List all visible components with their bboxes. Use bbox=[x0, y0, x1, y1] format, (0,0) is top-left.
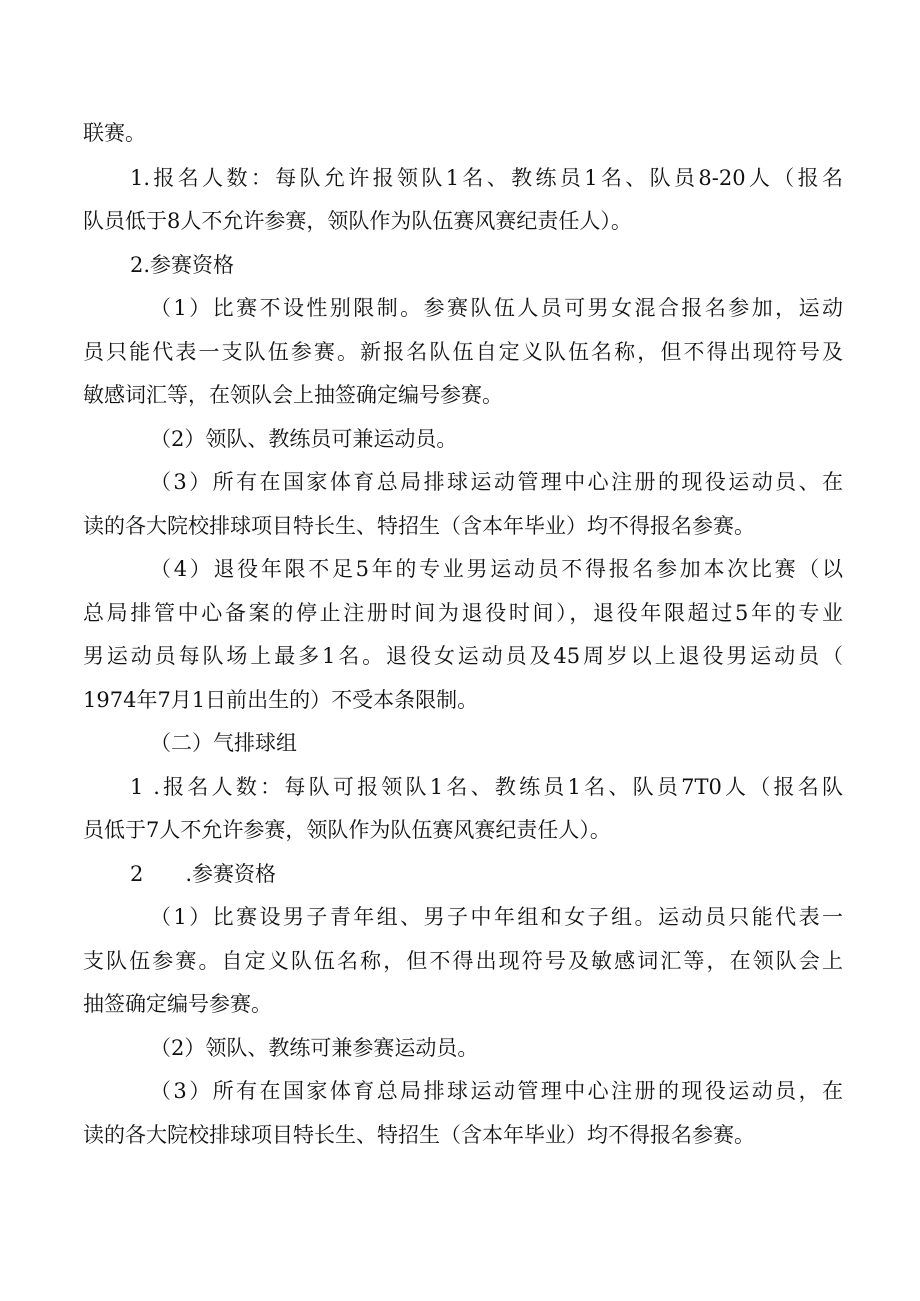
text-line: 男运动员每队场上最多1名。退役女运动员及45周岁以上退役男运动员（ bbox=[83, 644, 843, 668]
text-line: （3）所有在国家体育总局排球运动管理中心注册的现役运动员，在 bbox=[150, 1079, 843, 1103]
text-line: （2）领队、教练员可兼运动员。 bbox=[150, 427, 458, 451]
text-line: （2）领队、教练可兼参赛运动员。 bbox=[150, 1036, 479, 1060]
text-line: （1）比赛设男子青年组、男子中年组和女子组。运动员只能代表一 bbox=[150, 905, 843, 929]
text-line: 总局排管中心备案的停止注册时间为退役时间），退役年限超过5年的专业 bbox=[83, 601, 843, 625]
text-line: （1）比赛不设性别限制。参赛队伍人员可男女混合报名参加，运动 bbox=[150, 296, 843, 320]
section-heading: 2.参赛资格 bbox=[130, 253, 235, 277]
text-line: 1974年7月1日前出生的）不受本条限制。 bbox=[83, 688, 479, 712]
section-heading: （二）气排球组 bbox=[150, 731, 297, 755]
text-line: 队员低于8人不允许参赛，领队作为队伍赛风赛纪责任人）。 bbox=[83, 209, 632, 233]
section-heading: 2 .参赛资格 bbox=[130, 862, 277, 886]
text-line: 抽签确定编号参赛。 bbox=[83, 992, 272, 1016]
text-line: 读的各大院校排球项目特长生、特招生（含本年毕业）均不得报名参赛。 bbox=[83, 1123, 755, 1147]
text-line: 1 .报名人数：每队可报领队1名、教练员1名、队员7T0人（报名队 bbox=[130, 775, 843, 799]
text-line: 读的各大院校排球项目特长生、特招生（含本年毕业）均不得报名参赛。 bbox=[83, 514, 755, 538]
text-line: 支队伍参赛。自定义队伍名称，但不得出现符号及敏感词汇等，在领队会上 bbox=[83, 949, 843, 973]
text-line: 员低于7人不允许参赛，领队作为队伍赛风赛纪责任人）。 bbox=[83, 818, 611, 842]
text-line: 员只能代表一支队伍参赛。新报名队伍自定义队伍名称，但不得出现符号及 bbox=[83, 340, 843, 364]
text-line: （4）退役年限不足5年的专业男运动员不得报名参加本次比赛（以 bbox=[150, 557, 843, 581]
text-line: 1.报名人数：每队允许报领队1名、教练员1名、队员8-20人（报名 bbox=[130, 166, 843, 190]
text-line: 联赛。 bbox=[83, 121, 146, 145]
text-line: （3）所有在国家体育总局排球运动管理中心注册的现役运动员、在 bbox=[150, 470, 843, 494]
text-line: 敏感词汇等，在领队会上抽签确定编号参赛。 bbox=[83, 383, 503, 407]
